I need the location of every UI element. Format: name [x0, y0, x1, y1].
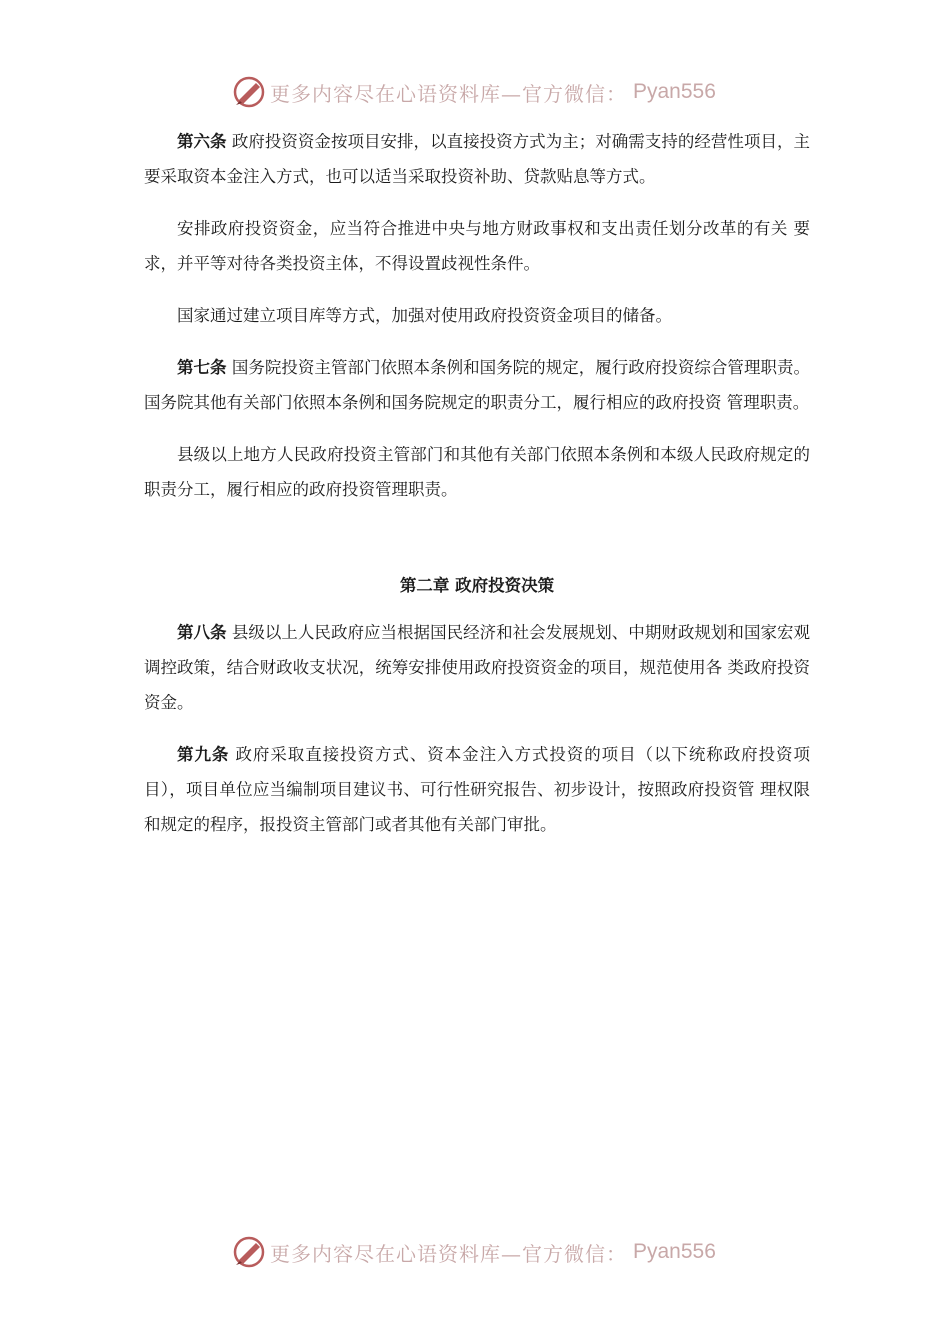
- article-number: 第六条: [177, 132, 227, 151]
- paragraph-text: 国家通过建立项目库等方式，加强对使用政府投资资金项目的储备。: [177, 306, 672, 325]
- paragraph-text: 国务院投资主管部门依照本条例和国务院的规定，履行政府投资综合管理职责。国务院其他有关部门依照本条例和国务院规定的职责分工，履行相应的政府投资 管理职责。: [144, 358, 810, 412]
- article-number: 第九条: [177, 745, 230, 764]
- paragraph-article-8: [144, 615, 810, 720]
- chapter-heading: 第二章 政府投资决策: [399, 576, 555, 595]
- paragraph-article-6: [144, 124, 810, 194]
- paragraph: [144, 298, 810, 333]
- paragraph-text: 政府采取直接投资方式、资本金注入方式投资的项目（以下统称政府投资项目），项目单位应当编制项目建议书、可行性研究报告、初步设计，按照政府投资管 理权限和规定的程序，报投资主管部门或者其他有关部门审批。: [144, 745, 810, 834]
- paragraph-text: 政府投资资金按项目安排，以直接投资方式为主；对确需支持的经营性项目，主要采取资本金注入方式，也可以适当采取投资补助、贷款贴息等方式。: [144, 132, 810, 186]
- document-body: [144, 124, 810, 859]
- paragraph-text: 县级以上人民政府应当根据国民经济和社会发展规划、中期财政规划和国家宏观调控政策，结合财政收支状况，统筹安排使用政府投资资金的项目，规范使用各 类政府投资资金。: [144, 623, 810, 712]
- paragraph-article-9: [144, 737, 810, 842]
- watermark-text: 更多内容尽在心语资料库—官方微信：: [270, 1241, 627, 1266]
- header-watermark: [232, 72, 716, 112]
- article-number: 第八条: [177, 623, 227, 642]
- watermark-wechat-id: Pyan556: [633, 1240, 716, 1263]
- paragraph-text: 安排政府投资资金，应当符合推进中央与地方财政事权和支出责任划分改革的有关 要求，并平等对待各类投资主体，不得设置歧视性条件。: [144, 219, 810, 273]
- article-number: 第七条: [177, 358, 227, 377]
- paragraph-text: 县级以上地方人民政府投资主管部门和其他有关部门依照本条例和本级人民政府规定的职责分工，履行相应的政府投资管理职责。: [144, 445, 810, 499]
- pen-logo-icon: [232, 1235, 266, 1269]
- watermark-wechat-id: Pyan556: [633, 80, 716, 103]
- pen-logo-icon: [232, 75, 266, 109]
- paragraph: [144, 211, 810, 281]
- paragraph: [144, 437, 810, 507]
- paragraph-article-7: [144, 350, 810, 420]
- watermark-text: 更多内容尽在心语资料库—官方微信：: [270, 81, 627, 106]
- footer-watermark: [232, 1232, 716, 1272]
